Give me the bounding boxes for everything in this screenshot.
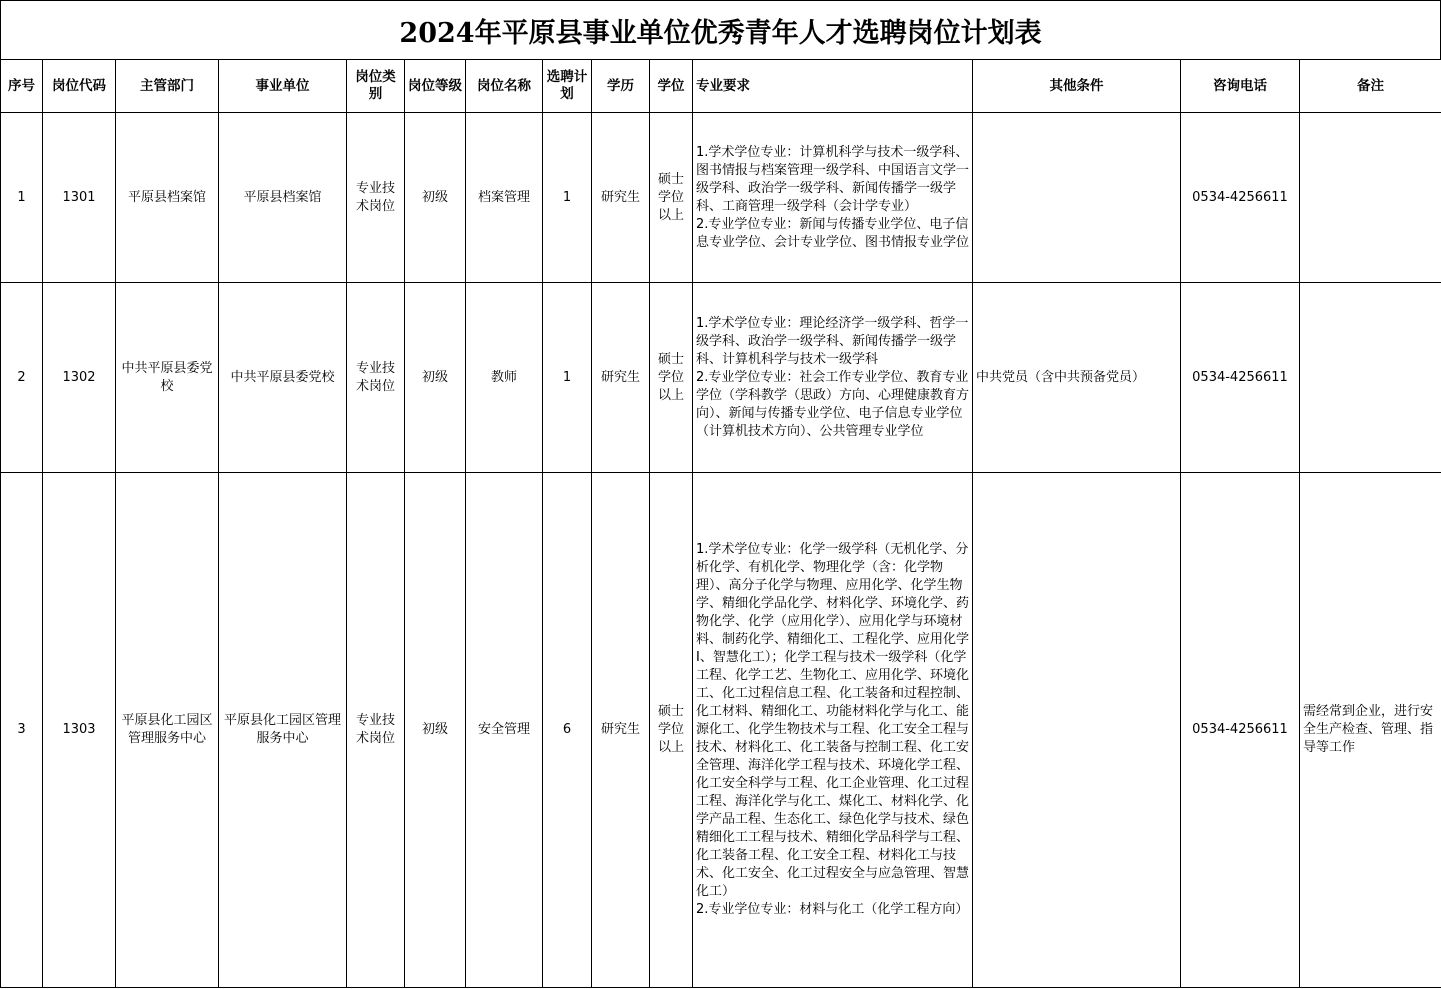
header-cell: 备注	[1300, 60, 1441, 113]
row-phone: 0534-4256611	[1181, 113, 1300, 283]
row-edu: 研究生	[592, 283, 650, 473]
row-code: 1301	[43, 113, 116, 283]
table-row	[1, 113, 1441, 283]
row-phone: 0534-4256611	[1181, 473, 1300, 988]
page-title: 2024年平原县事业单位优秀青年人才选聘岗位计划表	[0, 0, 1441, 59]
row-category: 专业技术岗位	[347, 283, 405, 473]
row-code: 1302	[43, 283, 116, 473]
header-cell: 学历	[592, 60, 650, 113]
header-cell: 专业要求	[693, 60, 973, 113]
row-degree: 硕士学位以上	[650, 283, 693, 473]
row-category: 专业技术岗位	[347, 113, 405, 283]
header-cell: 选聘计划	[543, 60, 592, 113]
row-level: 初级	[405, 113, 466, 283]
row-unit: 平原县化工园区管理服务中心	[219, 473, 347, 988]
row-note	[1300, 113, 1441, 283]
row-no: 2	[1, 283, 43, 473]
header-cell: 岗位等级	[405, 60, 466, 113]
header-cell: 事业单位	[219, 60, 347, 113]
row-level: 初级	[405, 283, 466, 473]
row-other	[973, 473, 1181, 988]
row-level: 初级	[405, 473, 466, 988]
row-dept: 平原县化工园区管理服务中心	[116, 473, 219, 988]
header-cell: 学位	[650, 60, 693, 113]
row-degree: 硕士学位以上	[650, 113, 693, 283]
row-degree: 硕士学位以上	[650, 473, 693, 988]
row-plan: 1	[543, 113, 592, 283]
header-cell: 岗位名称	[466, 60, 543, 113]
row-unit: 平原县档案馆	[219, 113, 347, 283]
row-edu: 研究生	[592, 113, 650, 283]
header-cell: 咨询电话	[1181, 60, 1300, 113]
row-requirements: 1.学术学位专业：化学一级学科（无机化学、分析化学、有机化学、物理化学（含：化学物理）、高分子化学与物理、应用化学、化学生物学、精细化学品化学、材料化学、环境化学、药物化学、化学（应用化学）、应用化学与环境材料、制药化学、精细化工、工程化学、应用化学Ⅰ、智慧化工）；化学工程与技术一级学科（化学工程、化学工艺、生物化工、应用化学、环境化工、化工过程信息工程、化工装备和过程控制、化工材料、精细化工、功能材料化学与化工、能源化工、化学生物技术与工程、化工安全工程与技术、材料化工、化工装备与控制工程、化工安全管理、海洋化学工程与技术、环境化学工程、化工安全科学与工程、化工企业管理、化工过程工程、海洋化学与化工、煤化工、材料化学、化学产品工程、生态化工、绿色化学与技术、绿色精细化工工程与技术、精细化学品科学与工程、化工装备工程、化工安全工程、材料化工与技术、化工安全、化工过程安全与应急管理、智慧化工） 2.专业学位专业：材料与化工（化学工程方向）	[693, 473, 973, 988]
row-unit: 中共平原县委党校	[219, 283, 347, 473]
row-note	[1300, 283, 1441, 473]
row-code: 1303	[43, 473, 116, 988]
row-note: 需经常到企业，进行安全生产检查、管理、指导等工作	[1300, 473, 1441, 988]
table-row	[1, 283, 1441, 473]
table-row	[1, 473, 1441, 988]
header-cell: 其他条件	[973, 60, 1181, 113]
row-other: 中共党员（含中共预备党员）	[973, 283, 1181, 473]
row-phone: 0534-4256611	[1181, 283, 1300, 473]
row-plan: 1	[543, 283, 592, 473]
row-requirements: 1.学术学位专业：计算机科学与技术一级学科、图书情报与档案管理一级学科、中国语言文学一级学科、政治学一级学科、新闻传播学一级学科、工商管理一级学科（会计学专业） 2.专业学位专业：新闻与传播专业学位、电子信息专业学位、会计专业学位、图书情报专业学位	[693, 113, 973, 283]
row-edu: 研究生	[592, 473, 650, 988]
row-no: 1	[1, 113, 43, 283]
header-row	[1, 60, 1441, 113]
row-dept: 平原县档案馆	[116, 113, 219, 283]
row-no: 3	[1, 473, 43, 988]
header-cell: 岗位代码	[43, 60, 116, 113]
row-dept: 中共平原县委党校	[116, 283, 219, 473]
header-cell: 序号	[1, 60, 43, 113]
row-other	[973, 113, 1181, 283]
row-post: 教师	[466, 283, 543, 473]
row-post: 安全管理	[466, 473, 543, 988]
recruitment-table	[0, 59, 1441, 988]
row-post: 档案管理	[466, 113, 543, 283]
row-requirements: 1.学术学位专业：理论经济学一级学科、哲学一级学科、政治学一级学科、新闻传播学一级学科、计算机科学与技术一级学科 2.专业学位专业：社会工作专业学位、教育专业学位（学科教学（思政）方向、心理健康教育方向）、新闻与传播专业学位、电子信息专业学位（计算机技术方向）、公共管理专业学位	[693, 283, 973, 473]
row-category: 专业技术岗位	[347, 473, 405, 988]
header-cell: 岗位类别	[347, 60, 405, 113]
header-cell: 主管部门	[116, 60, 219, 113]
row-plan: 6	[543, 473, 592, 988]
